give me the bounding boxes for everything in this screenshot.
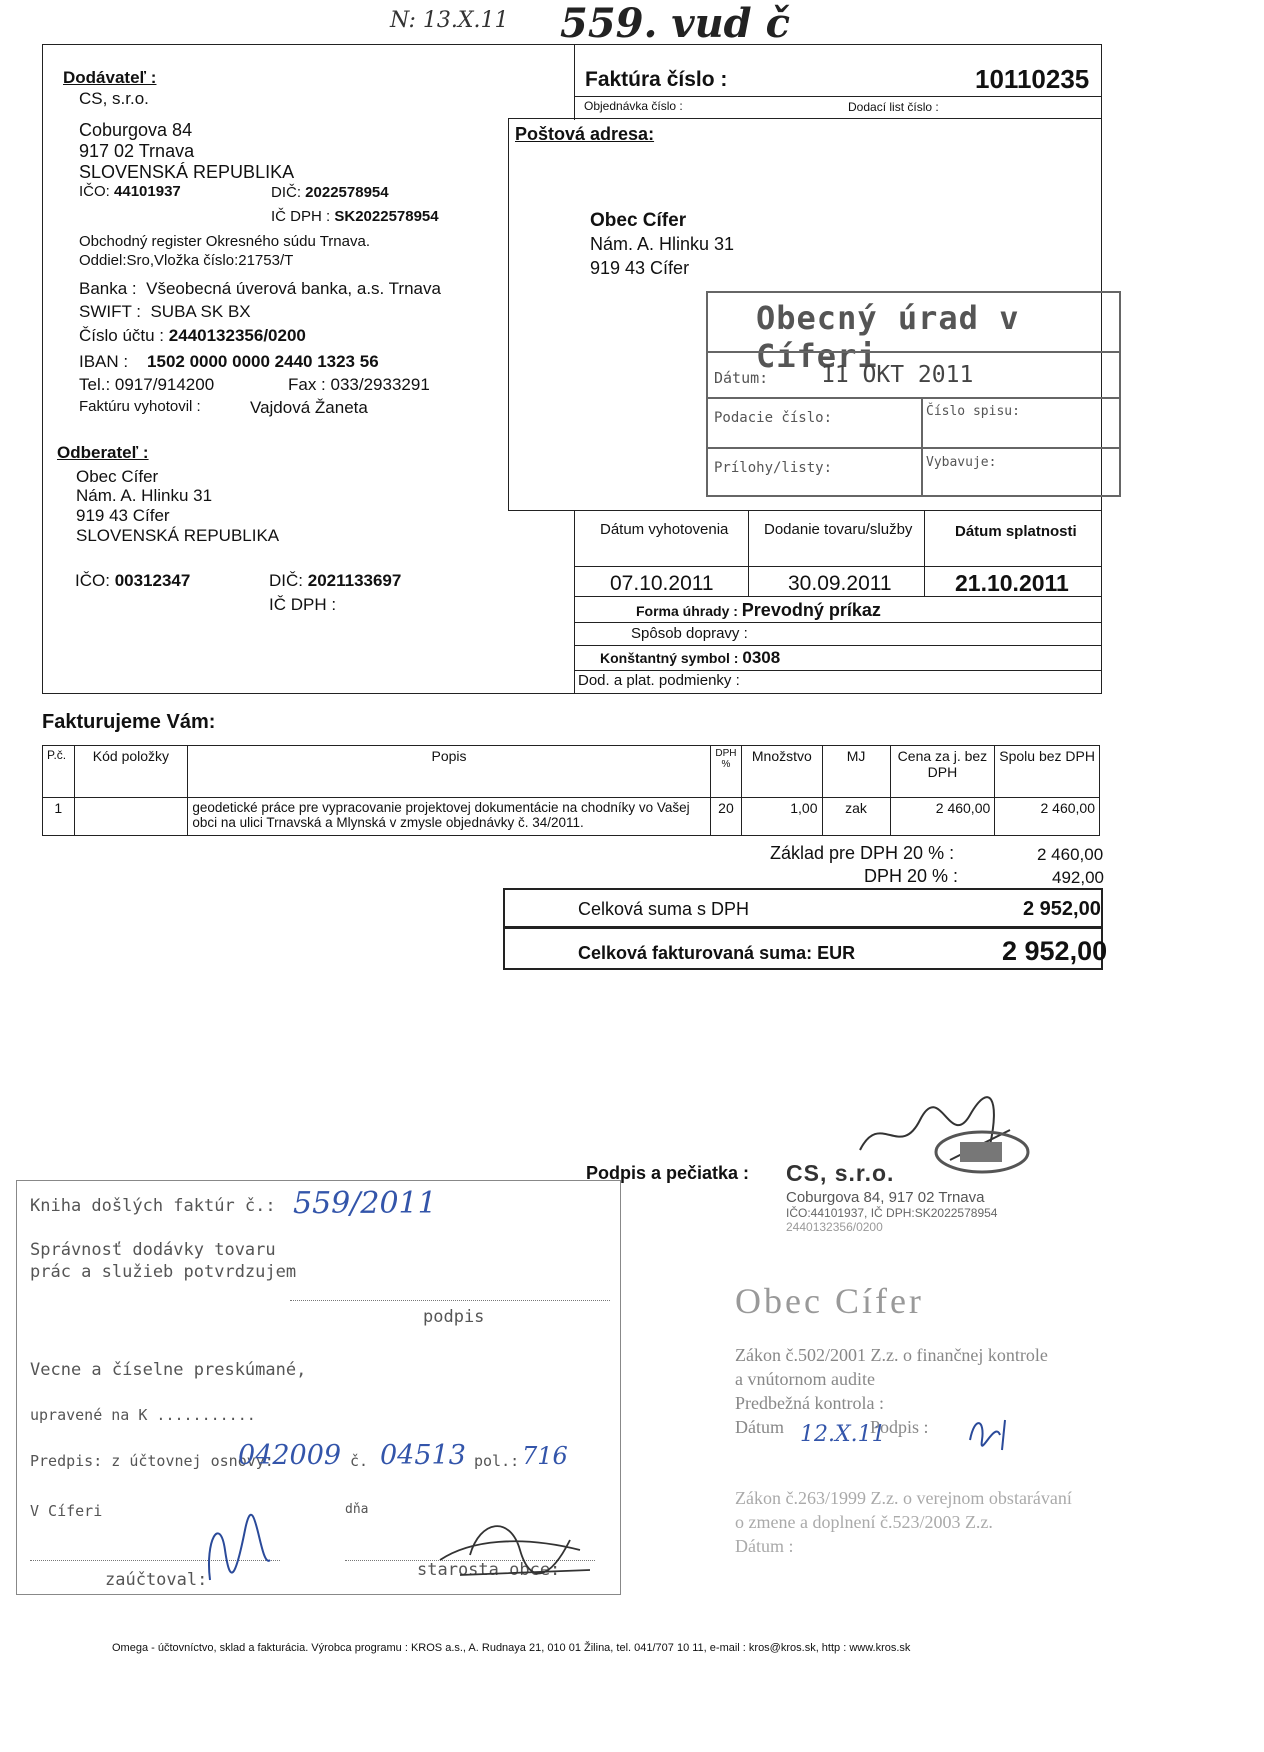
issued-by-label: Faktúru vyhotovil : [79,398,201,415]
control-law-line2: a vnútornom audite [735,1369,875,1389]
col-code: Kód položky [74,746,188,798]
item-unit: zak [822,798,890,836]
col-unit: MJ [822,746,890,798]
supplier-street: Coburgova 84 [79,120,193,140]
table-row [43,798,1100,836]
item-total: 2 460,00 [995,798,1100,836]
supplier-name: CS, s.r.o. [79,89,149,108]
posting-item-hand: 716 [522,1442,568,1470]
stamp-company-name: CS, s.r.o. [786,1160,895,1186]
customer-street: Nám. A. Hlinku 31 [76,486,213,505]
customer-dic: DIČ: 2021133697 [269,571,402,590]
customer-name: Obec Cífer [76,467,159,486]
software-footer: Omega - účtovníctvo, sklad a fakturácia. Výrobca programu : KROS a.s., A. Rudnaya 21, 010 01 Žilina, tel. 041/707 10 11, e-mail : kros@kros.sk, http : www.kros.sk [112,1642,911,1654]
payment-form: Forma úhrady : Prevodný príkaz [636,600,881,620]
supplier-swift: SWIFT : SUBA SK BX [79,302,251,321]
supplier-city: 917 02 Trnava [79,141,195,161]
vat-base-label: Základ pre DPH 20 % : [770,843,955,863]
gross-total: 2 952,00 [1023,898,1101,920]
issue-date: 07.10.2011 [610,572,714,595]
stamp-company-ids: IČO:44101937, IČ DPH:SK2022578954 [786,1206,998,1220]
issue-date-label: Dátum vyhotovenia [600,521,729,538]
delivery-note-label: Dodací list číslo : [848,100,939,114]
invoice-number: 10110235 [975,64,1090,94]
order-number-label: Objednávka číslo : [584,99,683,113]
signature-scribble [850,1090,1040,1190]
items-heading: Fakturujeme Vám: [42,711,216,733]
stamp-reg-label: Podacie číslo: [714,410,833,426]
col-vat: DPH % [710,746,742,798]
supplier-icdph: IČ DPH : SK2022578954 [271,208,439,225]
supplier-fax: Fax : 033/2933291 [288,375,430,394]
posting-no-label: č. [350,1452,369,1470]
control-law2-line2: o zmene a doplnení č.523/2003 Z.z. [735,1512,993,1532]
items-table [42,745,1100,836]
customer-country: SLOVENSKÁ REPUBLIKA [76,526,280,545]
book-date-line: dňa [345,1502,369,1517]
mayor-label: starosta obce: [417,1560,561,1580]
handwritten-number-note: 559. vud č [560,0,790,47]
col-price: Cena za j. bez DPH [890,746,995,798]
col-qty: Množstvo [742,746,822,798]
supplier-ico: IČO: 44101937 [79,183,181,200]
supplier-register: Obchodný register Okresného súdu Trnava. [79,233,370,250]
item-desc: geodetické práce pre vypracovanie projektovej dokumentácie na chodníky vo Vašej obci na ulici Trnavská a Mlynská v zmysle objednávky č. 34/2011. [188,798,710,836]
col-pc: P.č. [43,746,75,798]
posting-account-hand: 042009 [238,1440,342,1471]
due-date: 21.10.2011 [955,570,1069,596]
handwritten-date-note: N: 13.X.11 [390,8,509,33]
supplier-bank: Banka : Všeobecná úverová banka, a.s. Trnava [79,279,441,298]
invoice-title: Faktúra číslo : [585,68,728,91]
postal-name: Obec Cífer [590,210,687,231]
booked-by-label: zaúčtoval: [105,1570,208,1590]
control-date-hand: 12.X.11 [800,1422,886,1447]
vat-label: DPH 20 % : [864,866,959,886]
constant-symbol: Konštantný symbol : 0308 [600,648,781,667]
customer-icdph: IČ DPH : [269,595,337,614]
received-stamp [706,277,1121,497]
book-posting-line: Predpis: z účtovnej osnovy: [30,1452,274,1470]
item-vat: 20 [710,798,742,836]
item-qty: 1,00 [742,798,822,836]
postal-heading: Poštová adresa: [515,124,655,144]
stamp-company-extra: 2440132356/0200 [786,1220,883,1234]
posting-number-hand: 04513 [380,1440,466,1471]
item-price: 2 460,00 [890,798,995,836]
control-preliminary: Predbežná kontrola : [735,1393,884,1413]
invoiced-total-label: Celková fakturovaná suma: EUR [578,943,856,963]
vat-base: 2 460,00 [1037,845,1104,864]
gross-total-label: Celková suma s DPH [578,899,750,919]
supplier-register-section: Oddiel:Sro,Vložka číslo:21753/T [79,252,294,269]
control-stamp-title: Obec Cífer [735,1281,924,1321]
supply-date-label: Dodanie tovaru/služby [764,521,913,538]
book-number-label: Kniha došlých faktúr č.: [30,1196,276,1216]
book-confirm-line2: prác a služieb potvrdzujem [30,1262,297,1282]
control-date-label: Dátum [735,1417,784,1437]
signature-label: Podpis a pečiatka : [586,1163,750,1183]
booked-signature [190,1510,280,1590]
stamp-date-label: Dátum: [714,369,769,387]
supplier-tel: Tel.: 0917/914200 [79,375,215,394]
book-adjusted-line: upravené na K ........... [30,1406,256,1424]
book-checked-line: Vecne a číselne preskúmané, [30,1360,307,1380]
item-pc: 1 [43,798,75,836]
item-code [74,798,188,836]
control-law2-line1: Zákon č.263/1999 Z.z. o verejnom obstarávaní [735,1488,1072,1508]
vat-amount: 492,00 [1052,868,1104,887]
customer-heading: Odberateľ : [57,443,149,462]
book-place-line: V Cíferi [30,1502,103,1520]
stamp-office-name: Obecný úrad v Cíferi [756,299,1020,375]
postal-street: Nám. A. Hlinku 31 [590,234,735,254]
stamp-file-label: Číslo spisu: [926,404,1020,419]
supply-date: 30.09.2011 [788,572,892,595]
supplier-account: Číslo účtu : 2440132356/0200 [79,326,306,345]
postal-city: 919 43 Cífer [590,258,690,278]
col-desc: Popis [188,746,710,798]
customer-city: 919 43 Cífer [76,506,170,525]
customer-ico: IČO: 00312347 [75,571,191,590]
supplier-dic: DIČ: 2022578954 [271,184,389,201]
stamp-date: 11 OKT 2011 [821,362,974,388]
control-signature [960,1410,1020,1455]
book-confirm-line1: Správnosť dodávky tovaru [30,1240,276,1260]
due-date-label: Dátum splatnosti [955,523,1077,540]
stamp-attach-label: Prílohy/listy: [714,460,833,476]
book-sign-label: podpis [423,1307,485,1327]
transport-label: Spôsob dopravy : [631,625,748,642]
control-law2-date: Dátum : [735,1536,794,1556]
control-sign-label: Podpis : [870,1417,929,1437]
issued-by: Vajdová Žaneta [250,398,368,417]
control-law-line1: Zákon č.502/2001 Z.z. o finančnej kontrole [735,1345,1048,1365]
supplier-iban: IBAN : 1502 0000 0000 2440 1323 56 [79,352,379,371]
supplier-heading: Dodávateľ : [63,68,157,87]
supplier-country: SLOVENSKÁ REPUBLIKA [79,162,295,182]
stamp-company-address: Coburgova 84, 917 02 Trnava [786,1189,985,1206]
items-header-row [43,746,1100,798]
invoiced-total: 2 952,00 [1002,936,1108,966]
col-total: Spolu bez DPH [995,746,1100,798]
stamp-handles-label: Vybavuje: [926,455,997,470]
posting-item-label: pol.: [474,1452,520,1470]
mayor-signature [430,1500,600,1590]
conditions-label: Dod. a plat. podmienky : [578,672,740,689]
book-number-handwritten: 559/2011 [293,1186,437,1221]
